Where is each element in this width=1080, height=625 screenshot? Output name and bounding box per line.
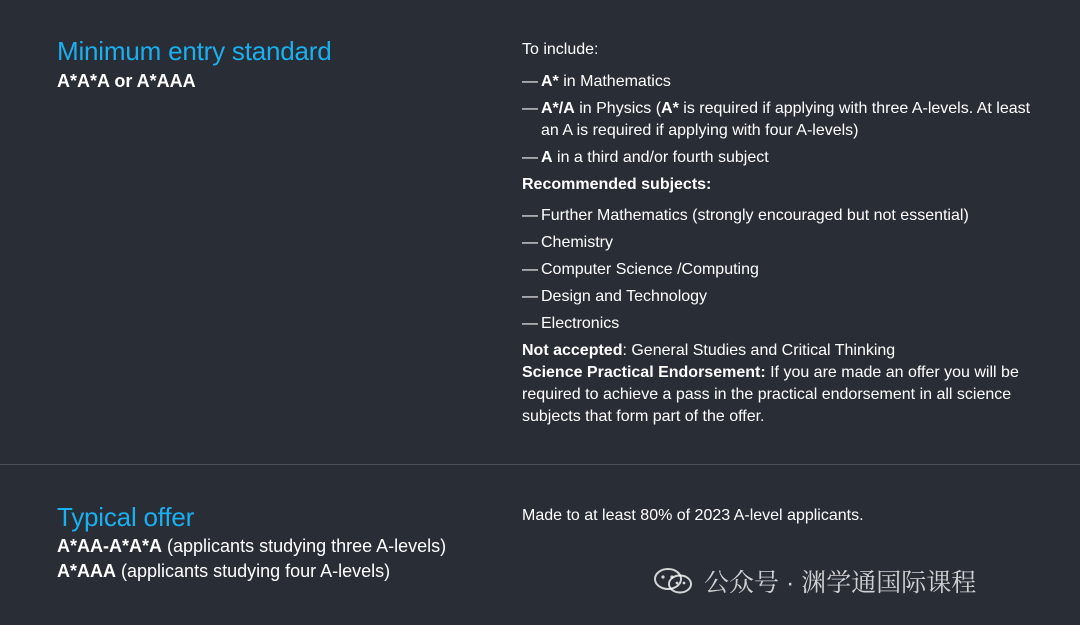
not-accepted-text: : General Studies and Critical Thinking [622,342,896,359]
recommended-subject-item [522,259,1042,281]
typical-offer-lines [57,534,446,584]
recommended-subjects-list [522,205,1042,335]
recommended-subjects-heading: Recommended subjects: [522,176,712,193]
requirements-intro: To include: [522,41,599,58]
minimum-entry-details [522,39,1042,428]
recommended-subject-label: Further Mathematics (strongly encouraged but not essential) [541,207,969,224]
requirement-text: in Physics ( [574,100,662,117]
not-accepted-note [522,340,1042,362]
science-practical-label: Science Practical Endorsement: [522,364,766,381]
typical-offer-section [0,465,1080,625]
dash-marker: — [522,234,538,251]
typical-offer-left [57,502,446,584]
dash-marker: — [522,288,538,305]
requirement-text: in a third and/or fourth subject [552,149,769,166]
requirement-grade: A*/A [541,100,575,117]
requirements-list [522,71,1042,169]
dash-marker: — [522,315,538,332]
typical-offer-details [522,505,1042,527]
wechat-icon [652,566,696,596]
not-accepted-label: Not accepted [522,342,623,359]
typical-offer-line-four [57,559,446,584]
typical-offer-desc-four: (applicants studying four A-levels) [116,561,391,581]
typical-offer-note: Made to at least 80% of 2023 A-level applicants. [522,507,864,524]
recommended-subject-label: Design and Technology [541,288,708,305]
requirement-grade: A [541,149,553,166]
typical-offer-line-three [57,534,446,559]
dash-marker: — [522,73,538,90]
recommended-subject-label: Electronics [541,315,620,332]
recommended-subject-item [522,205,1042,227]
typical-offer-desc-three: (applicants studying three A-levels) [162,536,447,556]
typical-offer-grade-four: A*AAA [57,561,117,581]
science-practical-text: If you are made an offer you will be required to achieve a pass in the practical endorsement in all science subjects that form part of the offer. [522,364,1019,425]
watermark [652,563,976,599]
watermark-text: 公众号 · 渊学通国际课程 [704,569,977,597]
typical-offer-grade-three: A*AA-A*A*A [57,536,163,556]
requirement-grade-secondary: A* [661,100,679,117]
science-practical-note [522,362,1042,428]
dash-marker: — [522,100,538,117]
requirement-grade: A* [541,73,559,90]
recommended-subject-item [522,313,1042,335]
minimum-entry-grade: A*A*A or A*AAA [57,71,196,91]
minimum-entry-heading: Minimum entry standard [57,36,332,66]
recommended-subject-item [522,286,1042,308]
typical-offer-heading: Typical offer [57,502,195,532]
requirement-text: in Mathematics [558,73,671,90]
dash-marker: — [522,207,538,224]
recommended-subject-label: Computer Science /Computing [541,261,759,278]
minimum-entry-left [57,36,331,92]
requirement-text-secondary: is required if applying with three A-levels. At least an A is required if applying with four A-levels) [541,100,1031,139]
requirement-item [522,71,1042,93]
dash-marker: — [522,149,538,166]
dash-marker: — [522,261,538,278]
recommended-subject-item [522,232,1042,254]
recommended-subject-label: Chemistry [541,234,614,251]
requirement-item [522,98,1042,142]
requirement-item [522,147,1042,169]
